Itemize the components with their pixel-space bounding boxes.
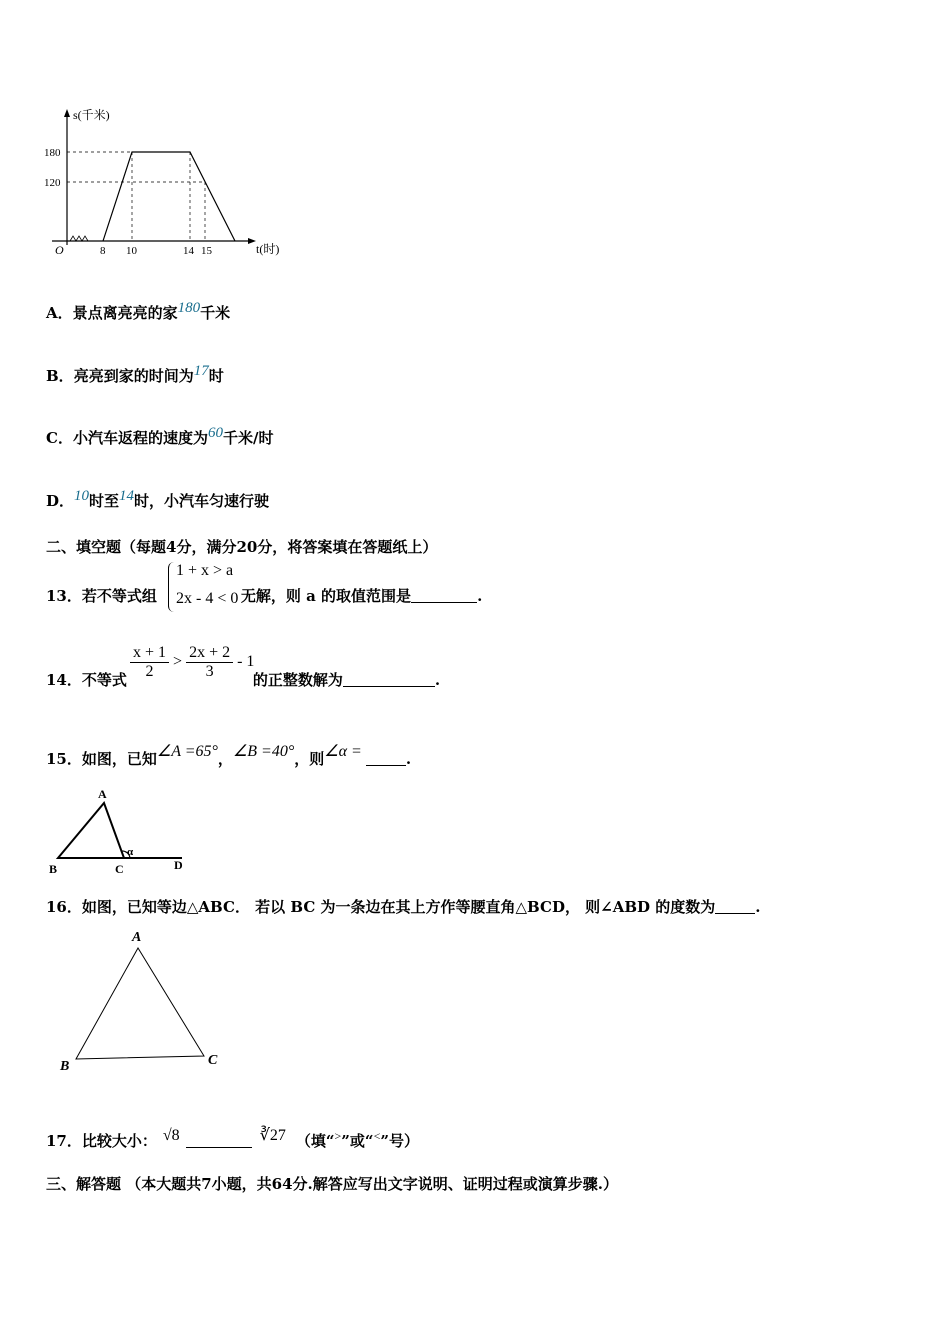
- label-c: C: [208, 1053, 218, 1068]
- label-c: C: [115, 862, 124, 876]
- inequality-expression: $\frac{x + 1}{2}$ > $\frac{2x + 2}{3}$ - 1: [130, 644, 254, 681]
- question-number: 16．: [46, 898, 82, 916]
- label-b: B: [60, 1059, 70, 1074]
- triangle-abc: [58, 803, 124, 858]
- distance-time-graph: [40, 105, 300, 265]
- inequality-2: 2x - 4 < 0: [176, 590, 239, 607]
- question-number: 14．: [46, 671, 82, 689]
- triangle-figure-15: [44, 785, 194, 880]
- axis-break: [70, 236, 88, 241]
- option-c[interactable]: C．小汽车返程的速度为60千米/时: [46, 425, 274, 447]
- section-2-title: 二、填空题（每题4分，满分20分，将答案填在答题纸上）: [46, 538, 438, 556]
- answer-blank[interactable]: [366, 751, 406, 766]
- section-3-title: 三、解答题 （本大题共7小题，共64分.解答应写出文字说明、证明过程或演算步骤.）: [46, 1175, 618, 1193]
- label-d: D: [174, 858, 183, 872]
- option-d[interactable]: D．10时至14时，小汽车匀速行驶: [46, 488, 270, 510]
- y-axis-label: s(千米): [73, 108, 110, 122]
- equilateral-triangle-abc: [76, 948, 204, 1059]
- question-number: 17．: [46, 1132, 82, 1150]
- angle-alpha: ∠α =: [324, 743, 362, 760]
- option-a[interactable]: A．景点离亮亮的家180千米: [46, 300, 231, 322]
- answer-blank[interactable]: [186, 1133, 252, 1148]
- question-number: 15．: [46, 750, 82, 768]
- x-tick-8: 8: [100, 245, 106, 257]
- y-tick-180: 180: [44, 147, 61, 159]
- option-b[interactable]: B．亮亮到家的时间为17时: [46, 363, 224, 385]
- label-a: A: [132, 930, 142, 945]
- label-alpha: α: [127, 846, 134, 858]
- label-a: A: [98, 787, 107, 801]
- question-16: 16．如图，已知等边△ABC． 若以 BC 为一条边在其上方作等腰直角△BCD， 则∠ABD 的度数为 .: [46, 898, 761, 916]
- triangle-figure-16: [50, 928, 250, 1078]
- inequality-brace: [168, 562, 175, 612]
- option-value-2: 14: [119, 488, 135, 504]
- question-15: 15．如图，已知∠A =65°，∠B =40°，则∠α = .: [46, 743, 412, 768]
- y-tick-120: 120: [44, 177, 61, 189]
- option-value: 60: [207, 425, 223, 441]
- answer-blank[interactable]: [715, 899, 755, 914]
- question-14: 14．不等式 的正整数解为 .: [46, 671, 441, 689]
- answer-blank[interactable]: [411, 588, 477, 603]
- question-13: 13．若不等式组 无解，则 a 的取值范围是 .: [46, 587, 483, 605]
- question-number: 13．: [46, 587, 82, 605]
- x-tick-14: 14: [183, 245, 194, 257]
- sqrt-8: √8: [162, 1127, 180, 1144]
- x-tick-10: 10: [126, 245, 137, 257]
- label-b: B: [49, 862, 58, 876]
- option-letter: A．: [46, 304, 73, 322]
- y-axis-arrow: [64, 109, 70, 117]
- angle-b: ∠B =40°: [232, 743, 295, 760]
- x-axis-label: t(时): [256, 242, 280, 256]
- option-value: 10: [74, 488, 90, 504]
- angle-a: ∠A =65°: [156, 743, 218, 760]
- question-17: 17．比较大小： √8 ∛27 （填“>”或“<”号）: [46, 1127, 419, 1150]
- inequality-1: 1 + x > a: [176, 562, 234, 579]
- answer-blank[interactable]: [343, 672, 435, 687]
- x-axis-arrow: [248, 238, 256, 244]
- option-value: 17: [193, 363, 209, 379]
- cbrt-27: ∛27: [259, 1127, 286, 1144]
- option-letter: C．: [46, 429, 73, 447]
- option-letter: D．: [46, 492, 75, 510]
- option-letter: B．: [46, 367, 74, 385]
- origin-label: O: [55, 243, 64, 257]
- x-tick-15: 15: [201, 245, 212, 257]
- option-value: 180: [177, 300, 201, 316]
- trip-line: [103, 152, 235, 241]
